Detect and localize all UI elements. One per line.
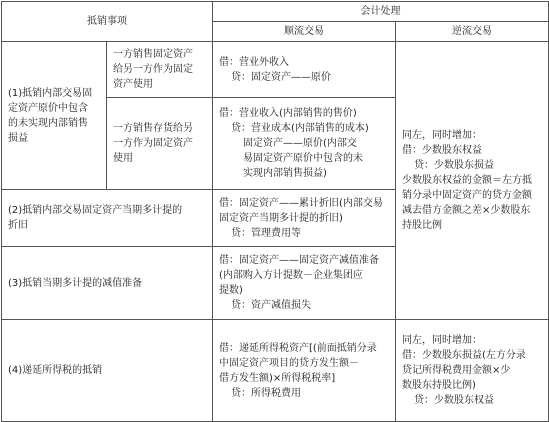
row1-subtype-b: 一方销售存货给另 一方作为固定资产 使用 (107, 98, 213, 190)
header-accounting: 会计处理 (213, 2, 549, 22)
row4-item: (4)递延所得税的抵销 (2, 320, 213, 422)
header-forward: 顺流交易 (213, 22, 396, 42)
row2-forward: 借：固定资产——累计折旧(内部交易 固定资产当期多计提的折旧) 贷：管理费用等 (213, 190, 396, 247)
row1-forward-b: 借：营业收入(内部销售的售价) 贷：营业成本(内部销售的成本) 固定资产——原价(内部交 易固定资产原价中包含的未 实现内部销售损益) (213, 98, 396, 190)
row1-forward-a: 借：营业外收入 贷：固定资产——原价 (213, 42, 396, 98)
consolidation-table (1, 1, 549, 422)
header-reverse: 逆流交易 (396, 22, 549, 42)
reverse-rows-1-3: 同左，同时增加： 借：少数股东权益 贷：少数股东损益 少数股东权益的金额＝左方抵 销分录中固定资产的贷方金额 减去借方金额之差×少数股东 持股比例 (396, 42, 549, 320)
row1-subtype-a: 一方销售固定资产 给另一方作为固定 资产使用 (107, 42, 213, 98)
row2-item: (2)抵销内部交易固定资产当期多计提的 折旧 (2, 190, 213, 247)
row4-reverse: 同左，同时增加： 借：少数股东损益(左方分录 贷记所得税费用金额×少 数股东持股比例) 贷：少数股东权益 (396, 320, 549, 422)
row1-item: (1)抵销内部交易固 定资产原价中包含 的未实现内部销售 损益 (2, 42, 107, 190)
row3-forward: 借：固定资产——固定资产减值准备 (内部购入方计提数－企业集团应 提数) 贷：资产减值损失 (213, 247, 396, 320)
row3-item: (3)抵销当期多计提的减值准备 (2, 247, 213, 320)
header-item: 抵销事项 (2, 2, 213, 42)
row4-forward: 借：递延所得税资产[(前面抵销分录 中固定资产项目的贷方发生额－ 借方发生额)×所得税税率] 贷：所得税费用 (213, 320, 396, 422)
